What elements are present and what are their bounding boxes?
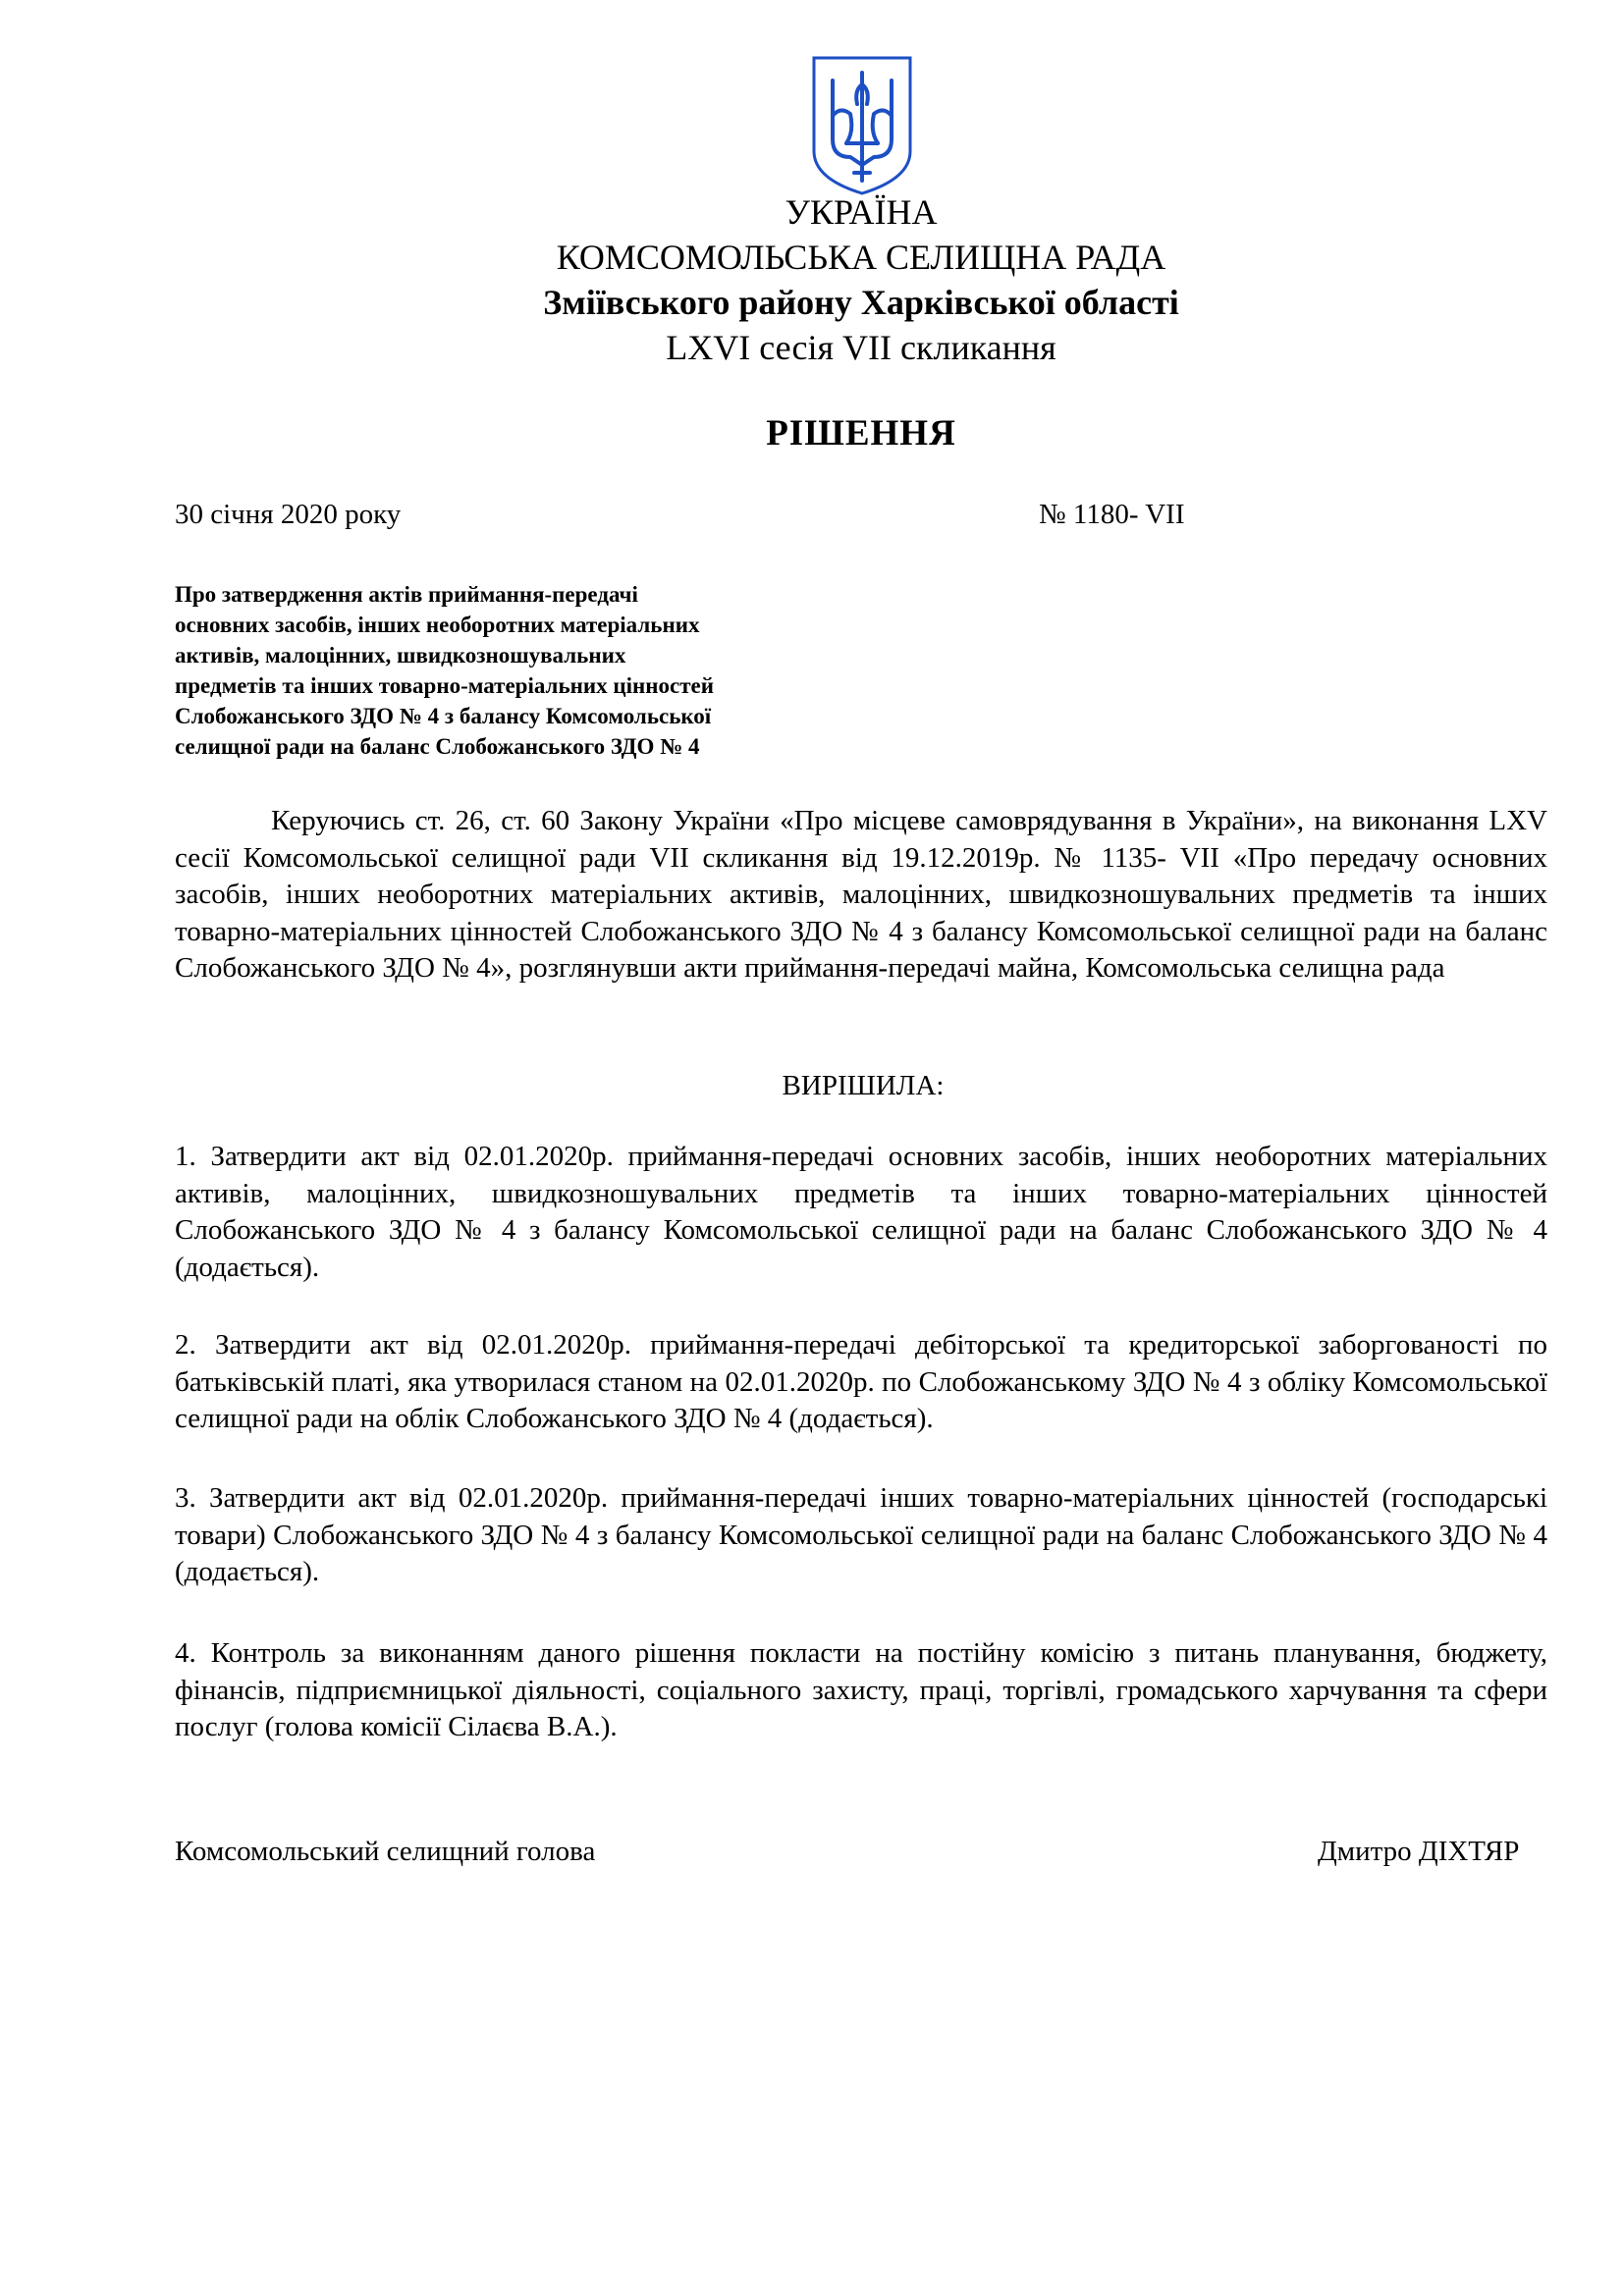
decision-item-4: 4. Контроль за виконанням даного рішення покласти на постійну комісію з питань планування, бюджету, фінансів, підприємницької діяльності, соціального захисту, праці, торгівлі, громадського харчування та сфери послуг (голова комісії Сілаєва В.А.).	[175, 1637, 1547, 1742]
decision-number: № 1180- VII	[1039, 499, 1185, 530]
subject-line: активів, малоцінних, швидкозношувальних	[175, 643, 626, 667]
decision-subject	[175, 579, 862, 762]
coat-of-arms-of-ukraine-icon	[811, 55, 913, 196]
preamble-paragraph: Керуючись ст. 26, ст. 60 Закону України «Про місцеве самоврядування в України», на виконання LXV сесії Комсомольської селищної ради VII скликання від 19.12.2019р. № 1135- VII «Про передачу основних засобів, інших необоротних матеріальних активів, малоцінних, швидкозношувальних предметів та інших товарно-матеріальних цінностей Слобожанського ЗДО № 4 з балансу Комсомольської селищної ради на баланс Слобожанського ЗДО № 4», розглянувши акти приймання-передачі майна, Комсомольська селищна рада	[175, 805, 1547, 984]
decision-item-3: 3. Затвердити акт від 02.01.2020р. приймання-передачі інших товарно-матеріальних цінностей (господарські товари) Слобожанського ЗДО № 4 з балансу Комсомольської селищної ради на баланс Слобожанського ЗДО № 4 (додається).	[175, 1482, 1547, 1587]
session-info: LXVI сесія VII скликання	[666, 328, 1056, 367]
decision-item-2: 2. Затвердити акт від 02.01.2020р. приймання-передачі дебіторської та кредиторської заборгованості по батьківській платі, яка утворилася станом на 02.01.2020р. по Слобожанському ЗДО № 4 з обліку Комсомольської селищної ради на облік Слобожанського ЗДО № 4 (додається).	[175, 1329, 1547, 1434]
document-title: РІШЕННЯ	[766, 413, 956, 454]
signatory-position: Комсомольський селищний голова	[175, 1836, 596, 1867]
decision-item-1: 1. Затвердити акт від 02.01.2020р. приймання-передачі основних засобів, інших необоротних матеріальних активів, малоцінних, швидкозношувальних предметів та інших товарно-матеріальних цінностей Слобожанського ЗДО № 4 з балансу Комсомольської селищної ради на баланс Слобожанського ЗДО № 4 (додається).	[175, 1141, 1547, 1283]
council-name: КОМСОМОЛЬСЬКА СЕЛИЩНА РАДА	[556, 238, 1166, 277]
signatory-name: Дмитро ДІХТЯР	[1318, 1836, 1520, 1867]
decided-heading	[0, 1068, 1624, 1103]
decided-label: ВИРІШИЛА:	[782, 1070, 945, 1101]
subject-line: предметів та інших товарно-матеріальних цінностей	[175, 673, 714, 698]
decision-date: 30 січня 2020 року	[175, 499, 402, 530]
country-name: УКРАЇНА	[785, 192, 938, 232]
district-name: Зміївського району Харківської області	[543, 283, 1179, 322]
subject-line: селищної ради на баланс Слобожанського ЗДО № 4	[175, 734, 700, 759]
subject-line: Слобожанського ЗДО № 4 з балансу Комсомольської	[175, 704, 712, 728]
subject-line: Про затвердження актів приймання-передачі	[175, 582, 638, 607]
subject-line: основних засобів, інших необоротних матеріальних	[175, 613, 700, 637]
